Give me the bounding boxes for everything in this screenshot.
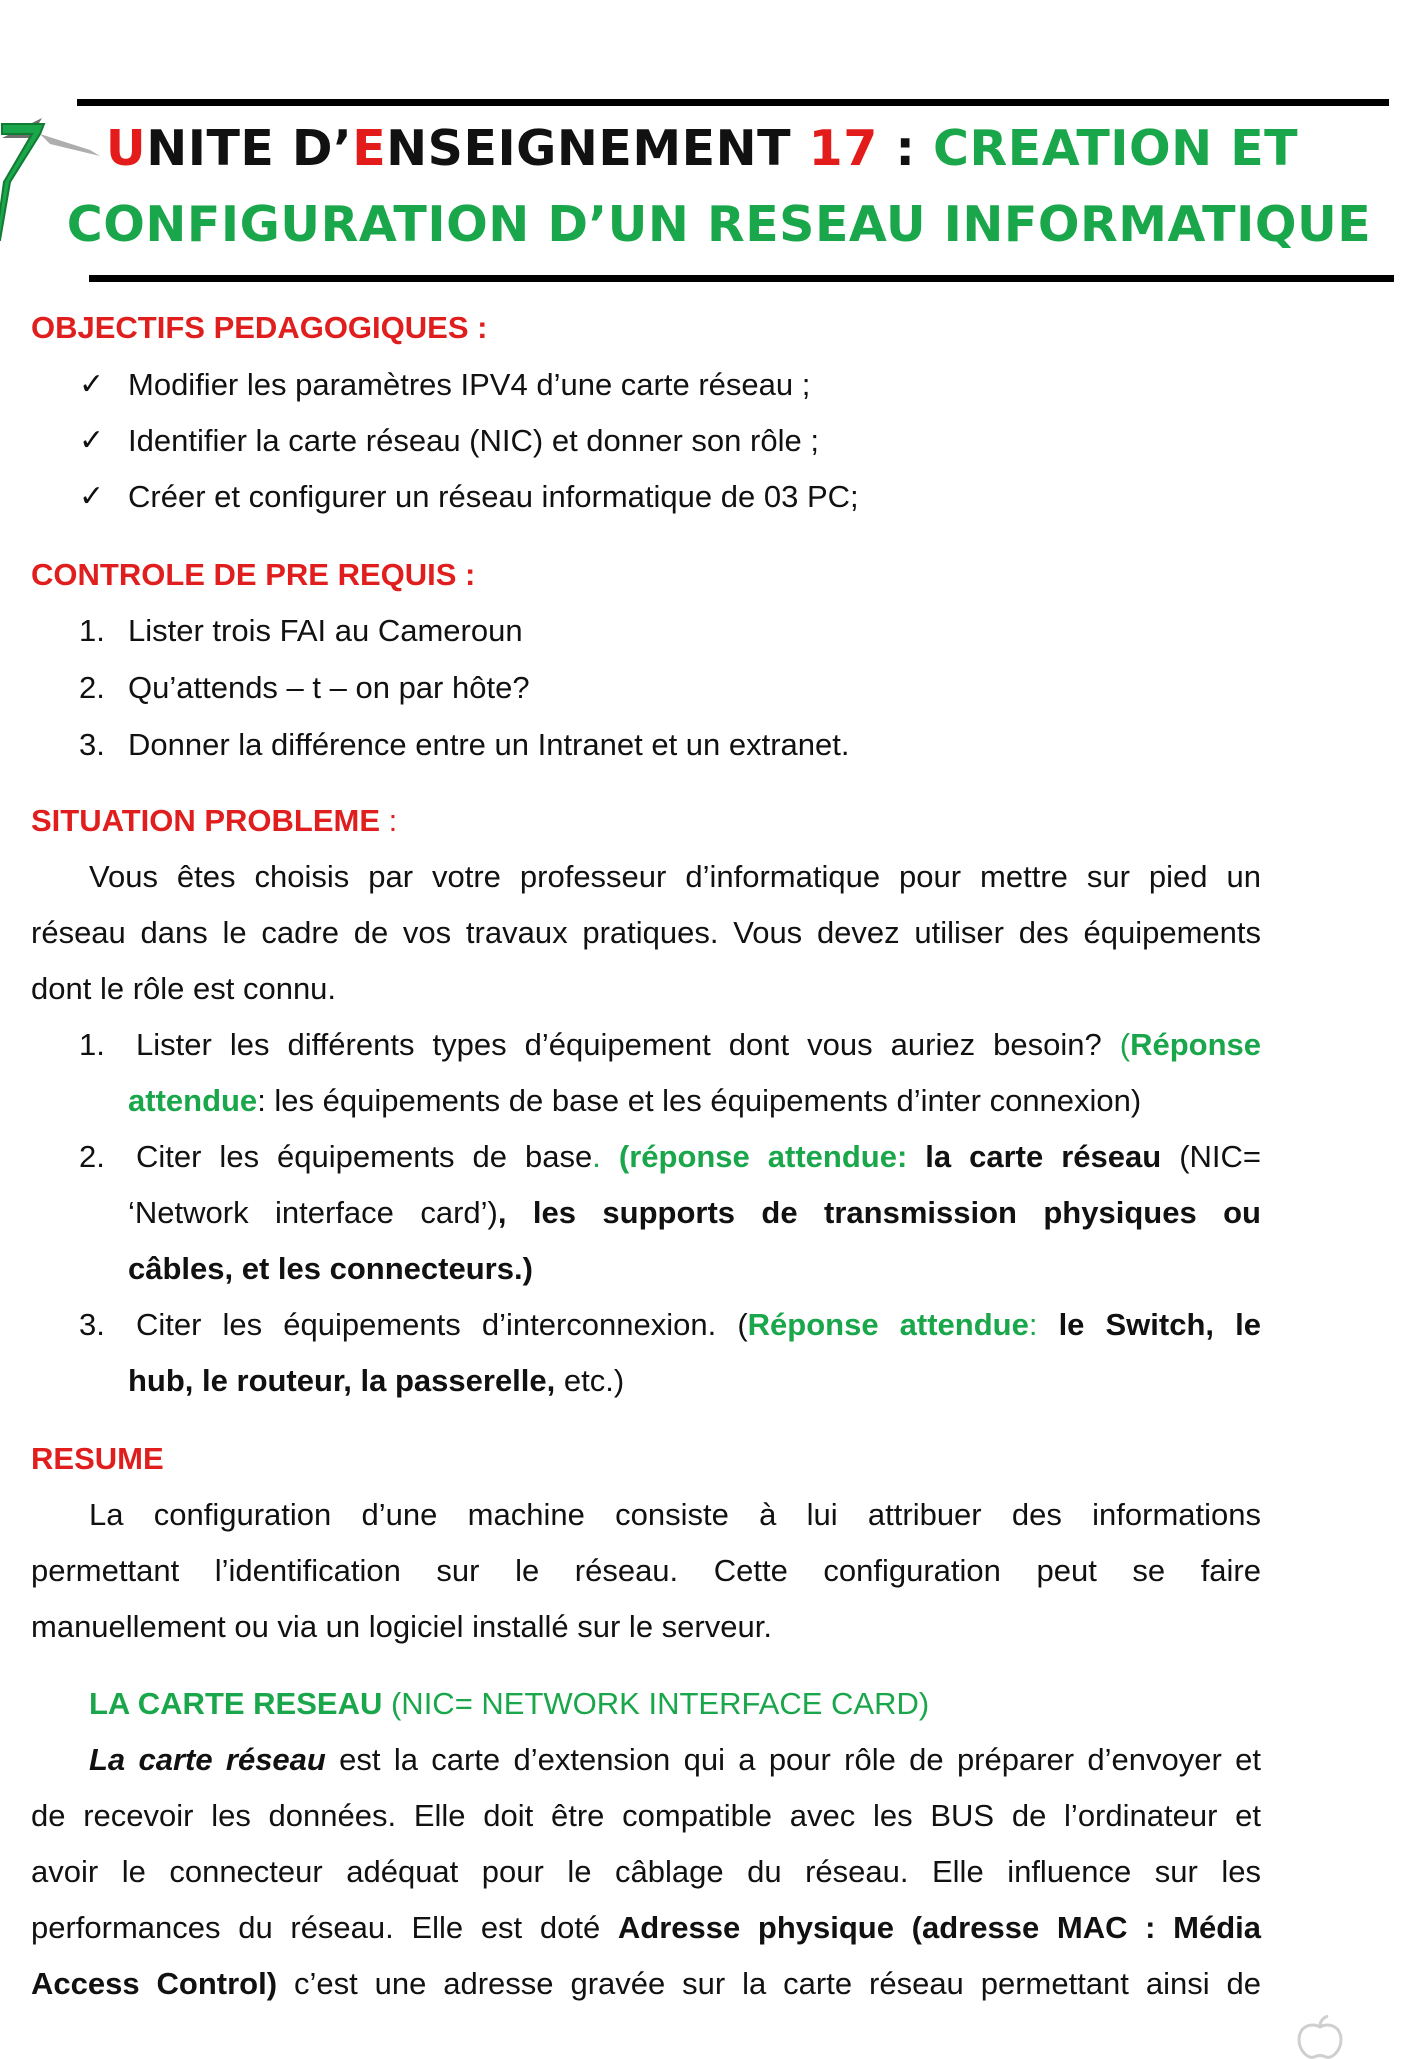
objective-item: Créer et configurer un réseau informatique de 03 PC;	[128, 479, 859, 514]
resume-line: permettant l’identification sur le réseau. Cette configuration peut se faire	[31, 1553, 1261, 1588]
list-number: 3.	[79, 1307, 105, 1342]
question-1-line-1: Lister les différents types d’équipement dont vous auriez besoin? (Réponse	[136, 1027, 1261, 1062]
network-card-heading: LA CARTE RESEAU (NIC= NETWORK INTERFACE CARD)	[89, 1686, 930, 1721]
question-2-line-1: Citer les équipements de base. (réponse attendue: la carte réseau (NIC=	[136, 1139, 1262, 1174]
question-3-line-1: Citer les équipements d’interconnexion. (Réponse attendue: le Switch, le	[136, 1307, 1261, 1342]
situation-intro-line: Vous êtes choisis par votre professeur d’informatique pour mettre sur pied un	[89, 859, 1261, 894]
question-2-line-3: câbles, et les connecteurs.)	[128, 1251, 533, 1286]
question-3-line-2: hub, le routeur, la passerelle, etc.)	[128, 1363, 625, 1398]
list-number: 2.	[79, 670, 105, 705]
list-number: 1.	[79, 1027, 105, 1062]
prerequisite-item: Qu’attends – t – on par hôte?	[128, 670, 530, 705]
title-bottom-rule	[89, 275, 1394, 282]
apple-logo-icon	[1290, 2015, 1350, 2059]
objective-item: Modifier les paramètres IPV4 d’une carte réseau ;	[128, 367, 811, 402]
situation-intro-line: réseau dans le cadre de vos travaux pratiques. Vous devez utiliser des équipements	[31, 915, 1261, 950]
check-icon: ✓	[79, 424, 105, 457]
objective-item: Identifier la carte réseau (NIC) et donner son rôle ;	[128, 423, 819, 458]
objectives-heading: OBJECTIFS PEDAGOGIQUES :	[31, 310, 488, 345]
check-icon: ✓	[79, 480, 105, 513]
check-icon: ✓	[79, 368, 105, 401]
prerequisites-heading: CONTROLE DE PRE REQUIS :	[31, 557, 476, 592]
network-card-line: de recevoir les données. Elle doit être compatible avec les BUS de l’ordinateur et	[31, 1798, 1261, 1833]
network-card-line: Access Control) c’est une adresse gravée sur la carte réseau permettant ainsi de	[31, 1966, 1261, 2001]
network-card-line: La carte réseau est la carte d’extension qui a pour rôle de préparer d’envoyer et	[89, 1742, 1261, 1777]
resume-line: manuellement ou via un logiciel installé sur le serveur.	[31, 1609, 772, 1644]
network-card-line: performances du réseau. Elle est doté Adresse physique (adresse MAC : Média	[31, 1910, 1262, 1945]
list-number: 2.	[79, 1139, 105, 1174]
question-1-line-2: attendue: les équipements de base et les équipements d’inter connexion)	[128, 1083, 1142, 1118]
network-card-line: avoir le connecteur adéquat pour le câblage du réseau. Elle influence sur les	[31, 1854, 1261, 1889]
question-2-line-2: ‘Network interface card’), les supports de transmission physiques ou	[128, 1195, 1261, 1230]
page-title-line-1: UNITE D’ENSEIGNEMENT 17 : CREATION ET	[105, 120, 1299, 177]
resume-heading: RESUME	[31, 1441, 164, 1476]
prerequisite-item: Donner la différence entre un Intranet et un extranet.	[128, 727, 850, 762]
title-top-rule	[77, 99, 1389, 106]
prerequisite-item: Lister trois FAI au Cameroun	[128, 613, 523, 648]
situation-heading: SITUATION PROBLEME :	[31, 803, 398, 838]
list-number: 3.	[79, 727, 105, 762]
situation-intro-line: dont le rôle est connu.	[31, 971, 337, 1006]
list-number: 1.	[79, 613, 105, 648]
resume-line: La configuration d’une machine consiste à lui attribuer des informations	[89, 1497, 1261, 1532]
page-title-line-2: CONFIGURATION D’UN RESEAU INFORMATIQUE	[66, 196, 1372, 253]
